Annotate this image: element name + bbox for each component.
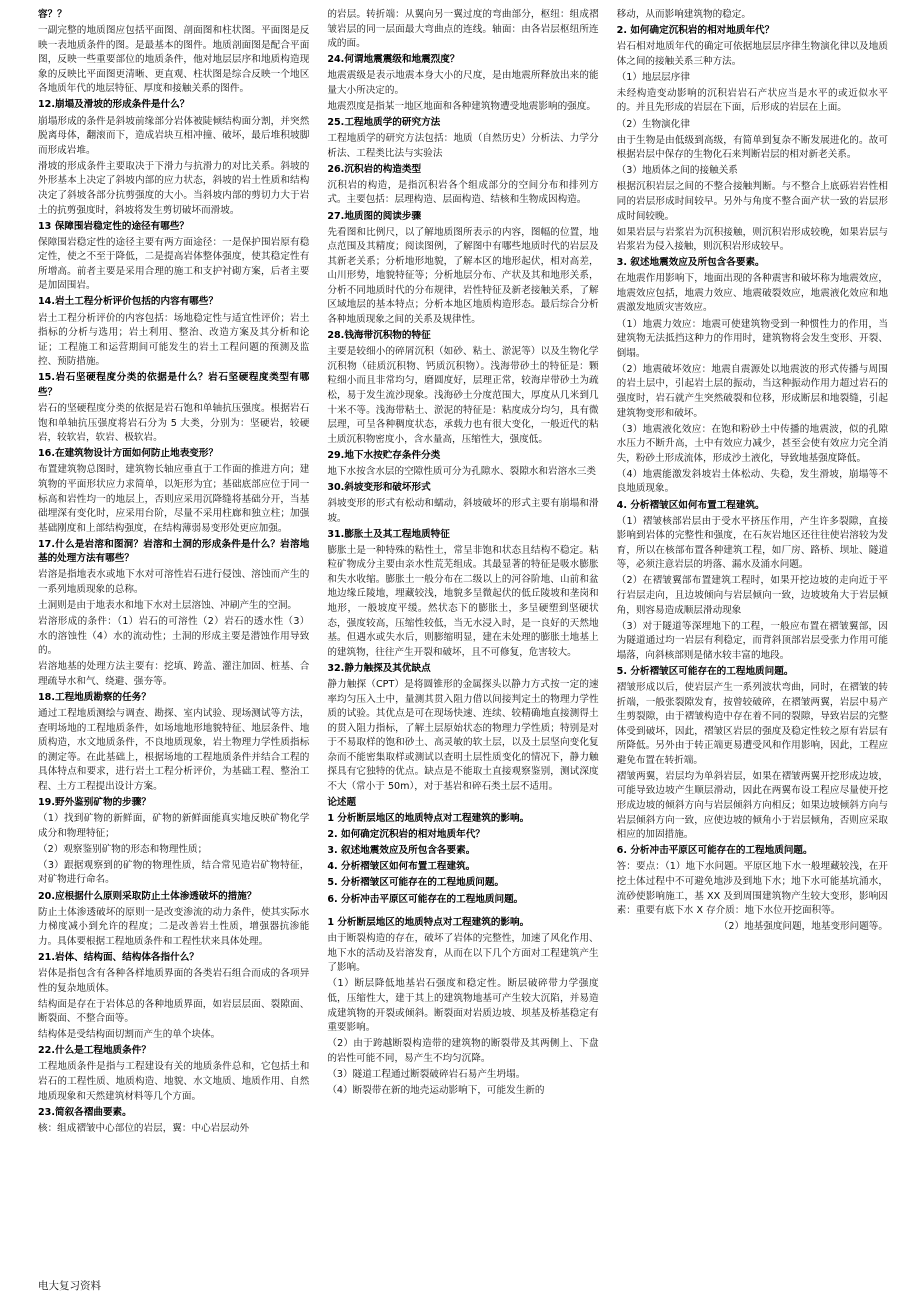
paragraph: 岩溶地基的处理方法主要有：挖填、跨盖、灌注加固、桩基、合理疏导水和气、绕避、强夯等。 (38, 661, 310, 687)
section-heading: 25.工程地质学的研究方法 (327, 117, 441, 129)
section-heading: 容？？ (38, 9, 67, 20)
paragraph: 结构面是存在于岩体总的各种地质界面，如岩层层面、裂隙面、断裂面、不整合面等。 (38, 998, 310, 1025)
paragraph: （3）隧道工程通过断裂破碎岩石易产生坍塌。 (327, 1068, 526, 1080)
paragraph: 土洞则是由于地表水和地下水对土层溶蚀、冲刷产生的空洞。 (38, 600, 298, 612)
section-heading: 16.在建筑物设计方面如何防止地表变形？ (38, 448, 219, 460)
paragraph: 移动，从而影响建筑物的稳定。 (616, 9, 751, 20)
paragraph: （1）褶皱核部岩层由于受水平挤压作用，产生许多裂隙，直接影响到岩体的完整性和强度，在石灰岩地区还往往使岩溶较为发育，所以在核部布置各种建筑工程，如厂房、路桥、坝址、隧道等，必须注意岩层的坍落、漏水及涌水问题。 (616, 515, 888, 571)
paragraph: 岩体是指包含有各种各样地质界面的各类岩石组合而成的各项异性的复杂地质体。 (38, 967, 310, 994)
section-heading: 2. 如何确定沉积岩的相对地质年代？ (616, 25, 775, 37)
paragraph: （3）跟据观察到的矿物的物理性质，结合常见造岩矿物特征，对矿物进行命名。 (38, 859, 310, 886)
paragraph: 在地震作用影响下，地面出现的各种震害和破坏称为地震效应，地震效应包括，地震力效应、地震破裂效应，地震液化效应和地震激发地质灾害效应。 (616, 273, 888, 314)
paragraph: 膨胀土是一种特殊的粘性土，常呈非饱和状态且结构不稳定。粘粒矿物成分主要由亲水性荒芜组成。其最显著的特征是吸水膨胀和失水收缩。膨胀土一般分布在二级以上的河谷阶地、山前和盆地边缘丘陵地，埋藏较浅，地貌多呈微起伏的低丘陵坡和垄岗和地形，一般坡度平缓。然状态下的膨胀土，多呈硬塑到坚硬状态，强度较高，压缩性较低，当无水浸入时，是一良好的天然地基。但遇水或失水后，则膨缩明显，建在未处理的膨胀土地基上的建筑物，往往产生开裂和破坏，且不可修复，危害较大。 (327, 544, 599, 658)
paragraph: 沉积岩的构造，是指沉积岩各个组成部分的空间分布和排列方式。主要包括：层理构造、层面构造、结核和生物成因构造。 (327, 179, 599, 206)
section-heading: 3. 叙述地震效应及所包含各要素。 (327, 845, 476, 857)
paragraph: 保障围岩稳定性的途径主要有两方面途径：一是保护围岩原有稳定性，使之不至于降低，二是提高岩体整体强度，使其稳定性有所增高。前者主要是采用合理的施工和支护衬砌方案，后者主要是加固围岩。 (38, 236, 310, 292)
paragraph: 先看图和比例尺，以了解地质图所表示的内容，图幅的位置，地点范围及其精度；阅读图例，了解图中有哪些地质时代的岩层及其新老关系；分析地形地貌，了解本区的地形起伏，相对高差，山川形势，地貌特征等；分析地层分布、产状及其和地形关系，分析不同地质时代的分布规律，岩性特征及新老接触关系，了解区域地层的基本特点；分析本地区地质构造形态。最后综合分析各种地质现象之间的关系及规律性。 (327, 226, 599, 326)
paragraph: 地下水按含水层的空隙性质可分为孔隙水、裂隙水和岩溶水三类 (327, 465, 596, 477)
paragraph: （1）地震力效应：地震可使建筑物受到一种惯性力的作用，当建筑物无法抵挡这种力的作用时，建筑物将会发生变形、开裂、倒塌。 (616, 318, 888, 359)
text-column-left (38, 8, 309, 1276)
paragraph: 防止土体渗透破坏的原则一是改变渗流的动力条件，使其实际水力梯度减小到允许的程度；二是改善岩土性质，增强器抗渗能力。具体要根据工程地质条件和工程性状来具体处理。 (38, 906, 310, 947)
section-heading: 18.工程地质勘察的任务？ (38, 692, 151, 704)
paragraph: 崩塌形成的条件是斜坡前缘部分岩体被陡倾结构面分割，并突然脱离母体，翻滚而下，造成岩块互相冲撞、破坏，最后堆积坡脚而形成岩堆。 (38, 115, 310, 156)
section-heading: 15.岩石坚硬程度分类的依据是什么？岩石坚硬程度类型有哪些？ (38, 372, 310, 398)
paragraph: （1）找到矿物的新鲜面，矿物的新鲜面能真实地反映矿物化学成分和物理特征； (38, 813, 310, 839)
text-column-middle (327, 8, 598, 1276)
paragraph: （3）地质体之间的接触关系 (616, 165, 738, 177)
section-heading: 27.地质图的阅读步骤 (327, 210, 422, 222)
section-heading: 32.静力触探及其优缺点 (327, 662, 431, 674)
text-column-right (617, 8, 888, 1276)
paragraph: （2）观察鉴别矿物的形态和物理性质； (38, 843, 208, 855)
paragraph: 斜坡变形的形式有松动和蠕动，斜坡破坏的形式主要有崩塌和滑坡。 (327, 498, 599, 524)
section-heading: 30.斜坡变形和破坏形式 (327, 481, 431, 493)
paragraph: 通过工程地质测绘与调查、勘探、室内试验、现场测试等方法，查明场地的工程地质条件，如场地地形地貌特征、地层条件、地质构造，水文地质条件，不良地质现象，岩土物理力学性质指标的测定等。在此基础上，根据场地的工程地质条件并结合工程的具体特点和要求，进行岩土工程分析评价，为基础工程、整治工程、土方工程提出设计方案。 (38, 708, 310, 792)
section-heading: 论述题 (327, 797, 357, 809)
document-page (38, 8, 888, 1276)
paragraph: （1）断层降低地基岩石强度和稳定性。断层破碎带力学强度低，压缩性大，建于其上的建筑物地基可产生较大沉陷，并易造成建筑物的开裂或倾斜。断裂面对岩质边坡、坝基及桥基稳定有重要影响。 (327, 978, 599, 1034)
section-heading: 31.膨胀土及其工程地质特征 (327, 528, 450, 540)
paragraph: 工程地质学的研究方法包括：地质（自然历史）分析法、力学分析法、工程类比法与实验法 (327, 133, 599, 159)
paragraph: 褶皱两翼，岩层均为单斜岩层，如果在褶皱两翼开挖形成边坡，可能导致边坡产生顺层滑动，因此在两翼布设工程应尽量使开挖形成边坡的倾斜方向与岩层倾斜方向相反；如果边坡倾斜方向与岩层倾斜方向一致，应使边坡的倾角小于岩层倾角，否则应采取相应的加固措施。 (616, 770, 888, 841)
paragraph: 根据沉积岩层之间的不整合接触判断。与不整合上底砾岩岩性相同的岩层形成时间较早。另外与角度不整合面产状一致的岩层形成时间较晚。 (616, 181, 888, 222)
paragraph: 主要是较细小的碎屑沉积（如砂、粘土、淤泥等）以及生物化学沉积物（硅质沉积物、钙质沉积物）。浅海带砂土的特征是：颗粒细小而且非常均匀，磨圆度好，层理正常，较海岸带砂土为疏松，易于发生流沙现象。浅海砂土分度范围大，厚度从几米到几十米不等。浅海带粘土、淤泥的特征是：粘度成分均匀，具有微层理，可呈各种稠度状态，承载力也有很大变化，一般近代的粘土质沉积物密度小，含水量高，压缩性大，强度低。 (327, 346, 599, 445)
paragraph: （2）由于跨越断裂构造带的建筑物的断裂带及其两侧上、下盘的岩性可能不同，易产生不均匀沉降。 (327, 1038, 599, 1064)
paragraph: 岩溶是指地表水或地下水对可溶性岩石进行侵蚀、溶蚀而产生的一系列地质现象的总称。 (38, 569, 310, 595)
section-heading: 5. 分析褶皱区可能存在的工程地质问题。 (327, 877, 505, 889)
paragraph: 岩土工程分析评价的内容包括：场地稳定性与适宜性评价；岩土指标的分析与选用；岩土利用、整治、改造方案及其分析和论证；工程施工和运营期间可能发生的岩土工程问题的预测及监控、预防措施。 (38, 312, 310, 368)
section-heading: 21.岩体、结构面、结构体各指什么？ (38, 951, 199, 963)
paragraph: 核：组成褶皱中心部位的岩层，翼：中心岩层动外 (38, 1122, 250, 1134)
paragraph: 由于生物是由低级到高级，有简单到复杂不断发展进化的。故可根据岩层中保存的生物化石来判断岩层的相对新老关系。 (616, 134, 888, 161)
section-heading: 17.什么是岩溶和图洞？岩溶和土洞的形成条件是什么？岩溶地基的处理方法有哪些？ (38, 538, 310, 565)
page-footer: 电大复习资料 (38, 1280, 101, 1292)
paragraph: 一副完整的地质图应包括平面图、剖面图和柱状图。平面图是反映一表地质条件的图。是最基本的图件。地质剖面图是配合平面图，反映一些重要部位的地质条件，他对地层层序和地质构造现象的反映比平面图更清晰、更直观、柱状图是综合反映一个地区各地质年代的地层特征、厚度和接触关系的图件。 (38, 25, 310, 95)
paragraph: 岩溶形成的条件：（1）岩石的可溶性（2）岩石的透水性（3）水的溶蚀性（4）水的流动性；土洞的形成主要是潜蚀作用导致的。 (38, 616, 310, 657)
paragraph: 由于断裂构造的存在，破坏了岩体的完整性，加速了风化作用、地下水的活动及岩溶发育，从而在以下几个方面对工程建筑产生了影响。 (327, 933, 599, 974)
paragraph: 工程地质条件是指与工程建设有关的地质条件总和，它包括土和岩石的工程性质、地质构造、地貌、水文地质、地质作用、自然地质现象和天然建筑材料等几个方面。 (38, 1061, 310, 1102)
paragraph: 答：要点：（1）地下水问题。平原区地下水一般埋藏较浅，在开挖土体过程中不可避免地涉及到地下水；地下水可能基坑涌水，流砂使影响施工，基 XX 及到周围建筑物产生较大变形，影响因素：重要有底下水 X 存介质：地下水位开挖面积等。 (616, 861, 888, 917)
section-heading: 4. 分析褶皱区如何布置工程建筑。 (616, 499, 765, 511)
paragraph: （1）地层层序律 (616, 71, 690, 83)
paragraph: 地震烈度是指某一地区地面和各种建筑物遭受地震影响的强度。 (327, 100, 596, 112)
section-heading: 23.简叙各褶曲要素。 (38, 1106, 132, 1118)
section-heading: 1 分析断层地区的地质特点对工程建筑的影响。 (327, 813, 530, 825)
paragraph: （2）地震破坏效应：地震自震源处以地震波的形式传播与周围的岩土层中，引起岩土层的振动，当这种振动作用力超过岩石的强度时，岩石就产生突然破裂和位移，形成断层和地裂缝，引起建筑物变形和破坏。 (616, 363, 888, 419)
section-heading: 24.何谓地震震级和地震烈度？ (327, 54, 460, 66)
paragraph: 岩石相对地质年代的确定可依据地层层序律生物演化律以及地质体之间的接触关系三种方法。 (616, 41, 888, 67)
section-heading: 4. 分析褶皱区如何布置工程建筑。 (327, 861, 476, 873)
section-heading: 26.沉积岩的构造类型 (327, 163, 422, 175)
section-heading: 22.什么是工程地质条件？ (38, 1045, 151, 1057)
paragraph: （2）地基强度问题，地基变形问题等。 (718, 921, 888, 933)
section-heading: 20.应根据什么原则采取防止土体渗透破坏的措施？ (38, 890, 257, 902)
paragraph: 地震震级是表示地震本身大小的尺度，是由地震所释放出来的能量大小所决定的。 (327, 70, 599, 96)
section-heading: 2. 如何确定沉积岩的相对地质年代？ (327, 829, 485, 841)
section-heading: 1 分析断层地区的地质特点对工程建筑的影响。 (327, 917, 530, 929)
section-heading: 13 保障围岩稳定性的途径有哪些？ (38, 220, 190, 232)
section-heading: 6. 分析冲击平原区可能存在的工程地质问题。 (616, 845, 813, 857)
paragraph: （3）对于隧道等深埋地下的工程，一般应布置在褶皱翼部，因为隧道通过均一岩层有利稳定，而背斜顶部岩层受张力作用可能塌落，向斜核部则是储水较丰富的地段。 (616, 620, 888, 661)
paragraph: 褶皱形成以后，使岩层产生一系列波状弯曲，同时，在褶皱的转折端，一般张裂隙发育，按曾较破碎，在褶皱两翼，岩层中易产生剪裂隙，由于褶皱构造中存在着不同的裂隙，导致岩层的完整体受到破坏，因此，褶皱区岩层的强度及稳定性较之原有岩层有所降低。另外由于转正端更易遭受风和作用影响，因此，工程应避免布置在转折端。 (616, 681, 888, 766)
paragraph: 滑坡的形成条件主要取决于下滑力与抗滑力的对比关系。斜坡的外形基本上决定了斜坡内部的应力状态，斜坡的岩土性质和结构决定了斜坡各部分抗剪强度的大小。当斜坡内部的剪切力大于岩土的抗剪强度时，斜坡将发生剪切破坏而滑坡。 (38, 160, 310, 216)
paragraph: （2）生物演化律 (616, 118, 690, 130)
paragraph: 静力触探（CPT）是将圆锥形的金属探头以静力方式按一定的速率均匀压入土中，量测其贯入阻力借以间接判定土的物理力学性质的试验。其优点是可在现场快速、连续、较精确地直接测得土的贯入阻力指标，了解土层原始状态的物理力学性质；特别是对于不易取样的饱和砂土、高灵敏的软土层，以及土层坚向变化复杂而不能密集取样或测试以查明土层性质变化的情况下，静力触探具有它独特的优点。缺点是不能取土直接观察鉴别，测试深度不大（常小于 50m），对于基岩和碎石类土层不适用。 (327, 678, 599, 792)
paragraph: 如果岩层与岩浆岩为沉积接触，则沉积岩形成较晚，如果岩层与岩浆岩为侵入接触，则沉积岩形成较早。 (616, 226, 888, 253)
paragraph: 布置建筑物总图时，建筑物长轴应垂直于工作面的推进方向；建筑物的平面形状应力求简单，以矩形为宜；基础底部应位于同一标高和岩性均一的地层上，否则应采用沉降缝将基础分开，当基础埋深有变化时，应采用台阶，尽量不采用柱廊和独立柱；加强基础刚度和上部结构强度，在结构薄弱易变形处更应加强。 (38, 464, 310, 534)
section-heading: 19.野外鉴别矿物的步骤？ (38, 797, 151, 809)
paragraph: （2）在褶皱翼部布置建筑工程时，如果开挖边坡的走向近于平行岩层走向，且边坡倾向与岩层倾向一致，边坡坡角大于岩层倾角，则容易造成顺层滑动现象 (616, 575, 888, 616)
section-heading: 28.钱海带沉积物的特征 (327, 330, 431, 342)
paragraph: （4）地震能激发斜坡岩土体松动、失稳，发生滑坡，崩塌等不良地质现象。 (616, 468, 888, 495)
paragraph: （4）断裂带在新的地壳运动影响下，可能发生新的 (327, 1084, 545, 1096)
paragraph: 岩石的坚硬程度分类的依据是岩石饱和单轴抗压强度。根据岩石饱和单轴抗压强度将岩石分为 5 大类，分别为：坚硬岩，较硬岩，较软岩，软岩、极软岩。 (38, 403, 310, 444)
section-heading: 3. 叙述地震效应及所包含各要素。 (616, 257, 765, 269)
section-heading: 5. 分析褶皱区可能存在的工程地质问题。 (616, 665, 794, 677)
section-heading: 29.地下水按贮存条件分类 (327, 449, 441, 461)
paragraph: 结构体是受结构面切割而产生的单个块体。 (38, 1029, 221, 1041)
paragraph: 的岩层。转折端：从翼向另一翼过度的弯曲部分，枢纽：组成褶皱岩层的同一层面最大弯曲点的连线。轴面：由各岩层枢纽所连成的面。 (327, 9, 599, 50)
section-heading: 6. 分析冲击平原区可能存在的工程地质问题。 (327, 893, 524, 905)
paragraph: 未经构造变动影响的沉积岩岩石产状应当是水平的或近似水平的。并且先形成的岩层在下面，后形成的岩层在上面。 (616, 87, 888, 114)
section-heading: 12.崩塌及滑坡的形成条件是什么？ (38, 99, 190, 111)
section-heading: 14.岩土工程分析评价包括的内容有哪些？ (38, 296, 219, 308)
paragraph: （3）地震液化效应：在饱和粉砂土中传播的地震波，似的孔隙水压力不断升高，土中有效应力减少，甚至会使有效应力完全消失，粉砂土形成流体，形成沙土液化，导致地基强度降低。 (616, 423, 888, 464)
